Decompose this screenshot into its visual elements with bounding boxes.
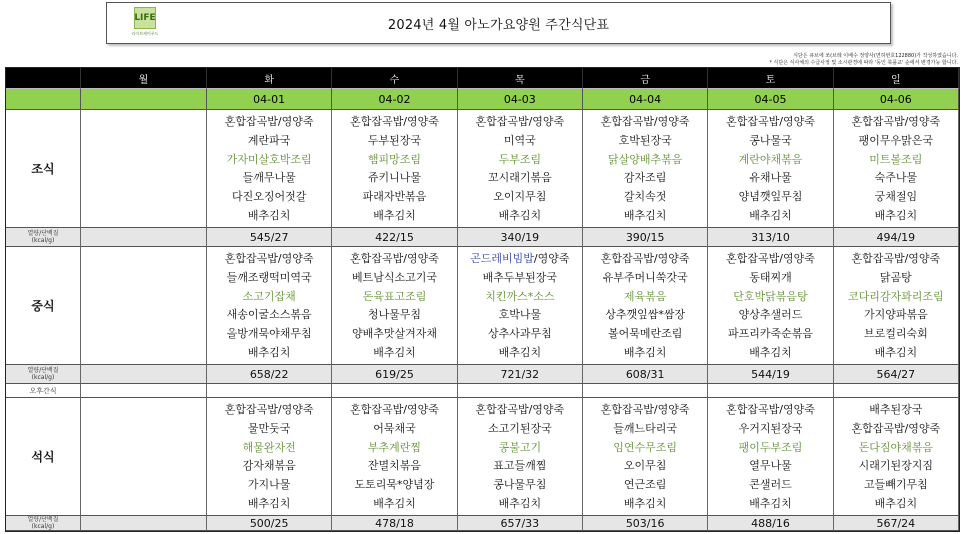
- menu-item: 파래자반볶음: [362, 189, 427, 203]
- menu-item: 배추김치: [373, 345, 416, 359]
- breakfast-monday-empty: [81, 110, 207, 228]
- breakfast-kcal-day-4: 313/10: [708, 228, 833, 247]
- breakfast-kcal-label: [6, 228, 81, 247]
- breakfast-menu-day-5: [834, 110, 959, 228]
- breakfast-kcal-day-5: 494/19: [834, 228, 959, 247]
- breakfast-kcal-day-3: 390/15: [583, 228, 708, 247]
- menu-item: 배추김치: [498, 496, 542, 510]
- dinner-kcal-day-3: 503/16: [583, 516, 708, 531]
- lunch-kcal-label: [6, 365, 81, 384]
- menu-item: 곤드레비빔밥/영양죽: [470, 252, 570, 266]
- breakfast-kcal-day-1: 422/15: [332, 228, 457, 247]
- menu-item: 새송이굴소스볶음: [226, 308, 312, 322]
- menu-item: 도토리묵*양념장: [354, 477, 435, 491]
- menu-item: 궁채절임: [874, 189, 918, 203]
- breakfast-label: 조식: [6, 110, 81, 228]
- dinner-menu-day-0: [207, 398, 332, 516]
- menu-item: 임연수무조림: [613, 440, 678, 454]
- date-monday: [81, 89, 207, 110]
- menu-item: 상추깻잎쌈*쌈장: [605, 308, 686, 322]
- dinner-menu-day-4: [708, 398, 833, 516]
- menu-item: 두부조림: [498, 152, 542, 166]
- menu-item: 표고들깨찜: [493, 459, 547, 473]
- menu-item: 두부된장국: [367, 133, 422, 147]
- menu-item: 혼합잡곡밥/영양죽: [475, 115, 565, 129]
- menu-item: 코다리감자꽈리조림: [848, 289, 944, 303]
- menu-item: 콩나물국: [749, 133, 792, 147]
- lunch-kcal-day-3: 608/31: [583, 365, 708, 384]
- menu-item: 양상추샐러드: [738, 308, 803, 322]
- snack-cell-3: [458, 384, 583, 398]
- lunch-menu-day-0: [207, 247, 332, 365]
- menu-item: 배추김치: [373, 208, 416, 222]
- menu-item: 혼합잡곡밥/영양죽: [600, 115, 690, 129]
- dinner-kcal-day-2: 657/33: [458, 516, 583, 531]
- title-box: [106, 2, 891, 44]
- menu-item: 감자조림: [623, 171, 667, 185]
- lunch-menu-day-5: [834, 247, 959, 365]
- menu-item: 혼합잡곡밥/영양죽: [851, 421, 941, 435]
- menu-item: 혼합잡곡밥/영양죽: [726, 403, 815, 417]
- menu-item: 팽이무우맑은국: [858, 133, 934, 147]
- lunch-menu-day-4: [708, 247, 833, 365]
- dinner-monday-empty: [81, 398, 207, 516]
- date-corner: [6, 89, 81, 110]
- menu-item: 오이무침: [623, 459, 667, 473]
- menu-item: 물만둣국: [247, 421, 291, 435]
- menu-item: 돈다짐야채볶음: [858, 440, 934, 454]
- dinner-menu-day-2: [458, 398, 583, 516]
- menu-item: 들깨조랭떡미역국: [226, 270, 312, 284]
- menu-item: 미트볼조림: [869, 152, 923, 166]
- lunch-label: 중식: [6, 247, 81, 365]
- menu-item: 배추김치: [874, 345, 918, 359]
- header-corner: [6, 68, 81, 89]
- date-cell-3: 04-04: [583, 89, 708, 110]
- menu-item: 배추김치: [247, 496, 291, 510]
- logo-subtext: 라이브케어푸드: [131, 31, 159, 36]
- menu-item: 치킨까스*소스: [485, 289, 555, 303]
- menu-item: 혼합잡곡밥/영양죽: [350, 115, 439, 129]
- menu-item: 꼬시래기볶음: [487, 171, 552, 185]
- breakfast-menu-day-3: [583, 110, 708, 228]
- menu-item: 혼합잡곡밥/영양죽: [224, 403, 314, 417]
- snack-label: 오후간식: [6, 384, 81, 398]
- menu-item: 양념깻잎무침: [738, 189, 803, 203]
- menu-item: 혼합잡곡밥/영양죽: [726, 252, 815, 266]
- kcal-label-line1: 열량/단백질: [27, 516, 59, 523]
- menu-item: 해물완자전: [242, 440, 296, 454]
- menu-item: 잔멸치볶음: [367, 459, 422, 473]
- leaf-logo-icon: LIFE: [134, 7, 156, 29]
- menu-item: 감자채볶음: [242, 459, 296, 473]
- menu-item: 파프리카죽순볶음: [727, 326, 813, 340]
- menu-item: 미역국: [503, 133, 536, 147]
- menu-item: 혼합잡곡밥/영양죽: [851, 115, 941, 129]
- dinner-kcal-monday: [81, 516, 207, 531]
- weekly-menu-table: [5, 67, 960, 532]
- menu-item: 청나물무침: [367, 308, 422, 322]
- day-header-2: 수: [332, 68, 457, 89]
- menu-item: 돈육표고조림: [362, 289, 427, 303]
- menu-item: 계란야채볶음: [738, 152, 803, 166]
- menu-item: 콩불고기: [498, 440, 542, 454]
- menu-item: 배추김치: [623, 345, 667, 359]
- menu-item: 배추김치: [749, 345, 792, 359]
- dinner-kcal-day-4: 488/16: [708, 516, 833, 531]
- menu-item: 계란파국: [247, 133, 291, 147]
- menu-item: 상추사과무침: [487, 326, 552, 340]
- menu-item: 햄피망조림: [367, 152, 422, 166]
- menu-item: 고들빼기무침: [863, 477, 928, 491]
- menu-item: 배추김치: [247, 345, 291, 359]
- snack-cell-6: [834, 384, 959, 398]
- day-header-1: 화: [207, 68, 332, 89]
- menu-item: 가지나물: [247, 477, 291, 491]
- menu-item: 단호박닭볶음탕: [733, 289, 808, 303]
- date-cell-4: 04-05: [708, 89, 833, 110]
- snack-cell-4: [583, 384, 708, 398]
- menu-item: 베트남식소고기국: [351, 270, 437, 284]
- change-notice: * 식단은 식사체의 수급사정 및 소시관경에 따라 '동인 북플교' 순에서 변경가능 합니다.: [769, 60, 958, 66]
- menu-item: 어묵채국: [373, 421, 416, 435]
- day-header-0: 월: [81, 68, 207, 89]
- menu-item: 브로컬리숙회: [863, 326, 928, 340]
- dinner-label: 석식: [6, 398, 81, 516]
- dinner-menu-day-3: [583, 398, 708, 516]
- menu-item: 팽이두부조림: [738, 440, 803, 454]
- day-header-4: 금: [583, 68, 708, 89]
- menu-item: 양배추맛살겨자채: [351, 326, 437, 340]
- kcal-label-line1: 열량/단백질: [27, 230, 59, 237]
- dinner-kcal-label: [6, 516, 81, 531]
- date-cell-0: 04-01: [207, 89, 332, 110]
- menu-item: 혼합잡곡밥/영양죽: [726, 115, 815, 129]
- breakfast-menu-day-0: [207, 110, 332, 228]
- menu-item: 가지양파볶음: [863, 308, 928, 322]
- menu-item: 닭곰탕: [879, 270, 912, 284]
- menu-item: 배추김치: [874, 496, 918, 510]
- breakfast-menu-day-4: [708, 110, 833, 228]
- menu-item: 들깨느타리국: [613, 421, 678, 435]
- menu-item: 숙주나물: [874, 171, 918, 185]
- menu-item: 쥬키니나물: [367, 171, 422, 185]
- menu-item: 혼합잡곡밥/영양죽: [224, 115, 314, 129]
- day-header-3: 목: [458, 68, 583, 89]
- lunch-monday-empty: [81, 247, 207, 365]
- menu-item: 갈치속젓: [623, 189, 667, 203]
- menu-item: 볼어묵메란조림: [607, 326, 683, 340]
- menu-item: 올방개묵야채무침: [226, 326, 312, 340]
- dinner-kcal-day-1: 478/18: [332, 516, 457, 531]
- menu-item: 배추김치: [373, 496, 416, 510]
- page-title: 2024년 4월 아노가요양원 주간식단표: [387, 18, 610, 33]
- breakfast-kcal-day-2: 340/19: [458, 228, 583, 247]
- menu-item: 시래기된장지짐: [858, 459, 934, 473]
- menu-item: 혼합잡곡밥/영양죽: [224, 252, 314, 266]
- menu-item: 배추김치: [498, 208, 542, 222]
- menu-item: 호박된장국: [618, 133, 672, 147]
- menu-item: 우거지된장국: [738, 421, 803, 435]
- menu-item: 배추김치: [874, 208, 918, 222]
- breakfast-kcal-day-0: 545/27: [207, 228, 332, 247]
- snack-cell-2: [332, 384, 457, 398]
- menu-item: 혼합잡곡밥/영양죽: [475, 403, 565, 417]
- menu-item: 소고기된장국: [487, 421, 552, 435]
- dinner-menu-day-1: [332, 398, 457, 516]
- menu-item: 배추김치: [623, 496, 667, 510]
- menu-item: 들깨무나물: [242, 171, 296, 185]
- dinner-menu-day-5: [834, 398, 959, 516]
- lunch-kcal-monday: [81, 365, 207, 384]
- menu-item: 배추김치: [247, 208, 291, 222]
- menu-item: 제육볶음: [623, 289, 667, 303]
- date-cell-2: 04-03: [458, 89, 583, 110]
- kcal-label-line2: (kcal/g): [31, 374, 55, 381]
- lunch-menu-day-2: [458, 247, 583, 365]
- date-cell-5: 04-06: [834, 89, 959, 110]
- menu-item: 혼합잡곡밥/영양죽: [350, 403, 439, 417]
- lunch-kcal-day-0: 658/22: [207, 365, 332, 384]
- snack-cell-1: [207, 384, 332, 398]
- menu-item: 배추두부된장국: [482, 270, 558, 284]
- dinner-kcal-day-0: 500/25: [207, 516, 332, 531]
- menu-item: 혼합잡곡밥/영양죽: [600, 252, 690, 266]
- day-header-6: 일: [834, 68, 959, 89]
- menu-item: 소고기잡채: [242, 289, 296, 303]
- snack-cell-0: [81, 384, 207, 398]
- menu-item: 배추김치: [749, 496, 792, 510]
- menu-item: 동태찌개: [749, 270, 792, 284]
- menu-item: 배추김치: [623, 208, 667, 222]
- lunch-kcal-day-2: 721/32: [458, 365, 583, 384]
- kcal-label-line2: (kcal/g): [31, 523, 55, 530]
- menu-item: 콩나물무침: [493, 477, 547, 491]
- lunch-menu-day-1: [332, 247, 457, 365]
- menu-item: 유채나물: [749, 171, 792, 185]
- day-header-5: 토: [708, 68, 833, 89]
- menu-item: 혼합잡곡밥/영양죽: [600, 403, 690, 417]
- menu-item: 배추된장국: [869, 403, 923, 417]
- snack-cell-5: [708, 384, 833, 398]
- menu-item: 닭살양배추볶음: [607, 152, 683, 166]
- menu-item: 다진오징어젓갈: [231, 189, 307, 203]
- menu-item: 열무나물: [749, 459, 792, 473]
- dinner-kcal-day-5: 567/24: [834, 516, 959, 531]
- menu-item: 가자미살호박조림: [226, 152, 312, 166]
- lunch-kcal-day-5: 564/27: [834, 365, 959, 384]
- lunch-menu-day-3: [583, 247, 708, 365]
- breakfast-kcal-monday: [81, 228, 207, 247]
- menu-item: 유부주머니쑥갓국: [602, 270, 688, 284]
- menu-item: 배추김치: [498, 345, 542, 359]
- menu-item: 연근조림: [623, 477, 667, 491]
- menu-item: 배추김치: [749, 208, 792, 222]
- menu-item: 콘샐러드: [749, 477, 792, 491]
- kcal-label-line1: 열량/단백질: [27, 367, 59, 374]
- kcal-label-line2: (kcal/g): [31, 237, 55, 244]
- lunch-kcal-day-1: 619/25: [332, 365, 457, 384]
- breakfast-menu-day-1: [332, 110, 457, 228]
- lunch-kcal-day-4: 544/19: [708, 365, 833, 384]
- menu-item: 호박나물: [498, 308, 542, 322]
- breakfast-menu-day-2: [458, 110, 583, 228]
- menu-item: 혼합잡곡밥/영양죽: [350, 252, 439, 266]
- date-cell-1: 04-02: [332, 89, 457, 110]
- menu-item: 부추계란찜: [367, 440, 422, 454]
- menu-item: 혼합잡곡밥/영양죽: [851, 252, 941, 266]
- menu-item: 오이지무침: [493, 189, 547, 203]
- dietitian-note: 식단은 큐브에 쏘(브레 이배수 정양사(면허번호122880)가 작성하였습니다.: [793, 53, 958, 59]
